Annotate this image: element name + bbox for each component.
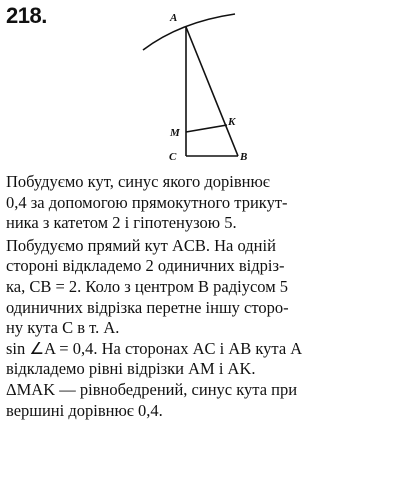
circle-arc (143, 14, 235, 50)
text-line: 0,4 за допомогою прямокутного трикут- (6, 192, 288, 212)
text-line: Побудуємо прямий кут ACB. На одній (6, 235, 276, 255)
text-line: стороні відкладемо 2 одиничних відрiз- (6, 256, 285, 276)
segment-mk (186, 125, 227, 132)
triangle-figure (0, 0, 400, 170)
label-c: C (169, 151, 177, 163)
text-line: Побудуємо кут, синус якого дорівнює (6, 172, 270, 191)
text-line: відкладемо рівні відрізки AM і AK. (6, 359, 256, 379)
text-line: вершині дорівнює 0,4. (6, 400, 163, 420)
label-a: A (170, 12, 178, 24)
text-line: ΔMAK — рівнобедрений, синус кута при (6, 379, 298, 399)
text-line: sin ∠A = 0,4. На сторонах AC і AB кута A (6, 338, 303, 358)
text-line: ну кута C в т. A. (6, 318, 120, 338)
label-m: M (170, 127, 180, 139)
problem-number: 218. (6, 3, 47, 28)
text-line: одиничних відрізка перетне іншу сторо- (6, 297, 289, 317)
text-line: ника з катетом 2 і гіпотенузою 5. (6, 213, 237, 233)
label-b: B (240, 151, 248, 163)
text-line: ка, CB = 2. Коло з центром B радіусом 5 (6, 276, 289, 296)
label-k: K (228, 116, 236, 128)
side-ab (186, 27, 238, 156)
solution-text (6, 172, 398, 421)
